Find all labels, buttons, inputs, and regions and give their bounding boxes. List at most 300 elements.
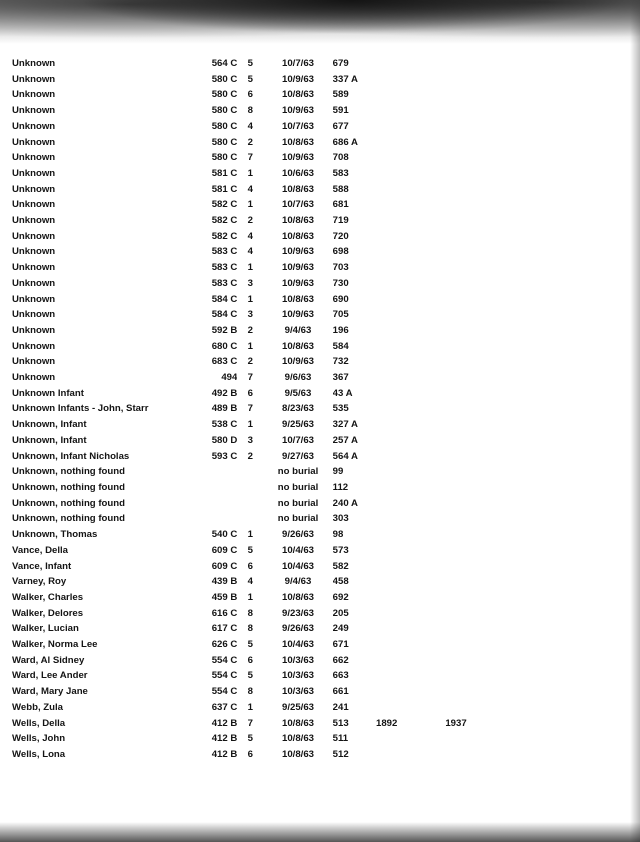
record-name: Unknown: [12, 230, 56, 242]
record-death-year: [445, 72, 532, 88]
table-row: [12, 292, 532, 308]
record-number: 240 A: [332, 497, 358, 509]
table-row: [12, 72, 532, 88]
record-number: 573: [332, 544, 349, 556]
record-date: 10/8/63: [281, 733, 314, 745]
record-section: 5: [247, 58, 253, 69]
record-name: Unknown Infants - John, Starr: [12, 403, 149, 415]
table-row: [12, 433, 532, 449]
record-death-year: [445, 56, 532, 72]
record-lot: 580 C: [211, 152, 238, 164]
record-section: 6: [247, 748, 253, 760]
record-death-year: [445, 182, 532, 198]
record-death-year: [445, 119, 532, 135]
table-row: [12, 260, 532, 276]
record-section: 7: [247, 152, 253, 164]
record-date: 10/4/63: [281, 639, 314, 651]
record-death-year: [445, 401, 532, 417]
table-row: [12, 559, 532, 575]
record-birth-year: [376, 276, 445, 292]
record-lot: 489 B: [211, 403, 238, 415]
record-section: 7: [247, 372, 253, 384]
record-birth-year: [376, 292, 445, 308]
table-row: [12, 637, 532, 653]
record-section: 8: [247, 623, 253, 635]
record-death-year: [445, 621, 532, 637]
scan-shadow-right: [630, 0, 640, 842]
record-section: 1: [247, 167, 253, 179]
record-death-year: [445, 606, 532, 622]
record-death-year: [445, 684, 532, 700]
record-number: 720: [332, 230, 349, 242]
record-date: no burial: [277, 497, 319, 509]
record-date: 10/9/63: [281, 356, 314, 368]
record-lot: 582 C: [211, 199, 238, 211]
table-row: [12, 496, 532, 512]
record-section: 1: [247, 340, 253, 352]
record-name: Unknown: [12, 246, 56, 258]
scan-shadow-top: [0, 0, 640, 44]
record-death-year: [445, 292, 532, 308]
record-lot: 554 C: [211, 670, 238, 682]
record-death-year: [445, 559, 532, 575]
table-row: [12, 543, 532, 559]
record-birth-year: [376, 621, 445, 637]
table-row: [12, 716, 532, 732]
record-date: 9/6/63: [284, 372, 312, 384]
record-birth-year: [376, 72, 445, 88]
record-number: 703: [332, 262, 349, 274]
record-death-year: [445, 244, 532, 260]
table-row: [12, 511, 532, 527]
record-date: 10/4/63: [281, 544, 314, 556]
table-row: [12, 621, 532, 637]
record-number: 257 A: [332, 434, 358, 446]
record-lot: 494: [221, 372, 238, 384]
record-death-year: [445, 590, 532, 606]
record-birth-year: [376, 229, 445, 245]
record-birth-year: [376, 527, 445, 543]
record-date: 10/8/63: [281, 136, 314, 148]
record-date: 8/23/63: [281, 403, 314, 415]
record-section: 3: [247, 434, 253, 446]
record-date: 10/8/63: [281, 293, 314, 305]
record-lot: 459 B: [211, 591, 238, 603]
record-lot: 584 C: [211, 309, 238, 321]
record-death-year: [445, 229, 532, 245]
record-number: 681: [332, 199, 349, 211]
record-number: 732: [332, 356, 349, 368]
record-date: 9/26/63: [281, 623, 314, 635]
table-row: [12, 339, 532, 355]
record-name: Unknown: [12, 105, 56, 117]
record-name: Vance, Della: [12, 544, 68, 556]
record-birth-year: [376, 386, 445, 402]
record-name: Webb, Zula: [12, 701, 63, 713]
record-lot: 617 C: [211, 623, 238, 635]
record-date: 10/8/63: [281, 230, 314, 242]
record-section: 1: [247, 419, 253, 431]
burial-records-table: [12, 56, 532, 763]
record-lot: 683 C: [211, 356, 238, 368]
record-name: Unknown: [12, 277, 56, 289]
table-row: [12, 480, 532, 496]
record-lot: 538 C: [211, 419, 238, 431]
record-date: 9/4/63: [284, 324, 312, 336]
record-death-year: 1937: [445, 717, 467, 729]
record-section: 5: [247, 670, 253, 682]
record-number: 662: [332, 654, 349, 666]
record-date: 10/9/63: [281, 73, 314, 85]
record-date: 9/5/63: [284, 387, 312, 399]
record-birth-year: [376, 433, 445, 449]
table-row: [12, 323, 532, 339]
record-birth-year: [376, 653, 445, 669]
record-lot: 412 B: [211, 717, 238, 729]
record-date: no burial: [277, 513, 319, 525]
record-name: Ward, Lee Ander: [12, 670, 88, 682]
record-number: 535: [332, 403, 349, 415]
record-number: 513: [332, 717, 349, 729]
record-name: Walker, Charles: [12, 591, 84, 603]
record-birth-year: 1892: [375, 717, 398, 729]
record-birth-year: [376, 213, 445, 229]
record-number: 458: [332, 576, 349, 588]
record-name: Unknown: [12, 152, 56, 164]
table-row: [12, 700, 532, 716]
record-death-year: [445, 197, 532, 213]
record-section: 2: [247, 215, 253, 227]
record-date: 9/23/63: [281, 607, 314, 619]
record-date: 10/3/63: [281, 686, 314, 698]
record-lot: 554 C: [211, 686, 238, 698]
record-lot: 439 B: [211, 576, 238, 588]
record-number: 591: [332, 105, 349, 117]
table-row: [12, 401, 532, 417]
record-death-year: [445, 370, 532, 386]
record-name: Ward, Mary Jane: [12, 686, 88, 698]
record-date: 10/8/63: [281, 748, 314, 760]
record-death-year: [445, 700, 532, 716]
record-date: 9/4/63: [284, 576, 312, 588]
record-name: Unknown: [12, 183, 56, 195]
record-name: Unknown: [12, 309, 56, 321]
record-lot: 412 B: [211, 733, 238, 745]
record-name: Walker, Lucian: [12, 623, 79, 635]
record-birth-year: [376, 166, 445, 182]
record-section: 6: [247, 560, 253, 572]
record-lot: 580 C: [211, 89, 238, 101]
record-number: 583: [332, 167, 349, 179]
record-lot: 616 C: [211, 607, 238, 619]
record-name: Unknown: [12, 215, 56, 227]
record-section: 3: [247, 277, 253, 289]
record-date: 9/25/63: [281, 701, 314, 713]
record-name: Unknown, nothing found: [12, 481, 125, 493]
table-row: [12, 449, 532, 465]
table-row: [12, 135, 532, 151]
record-number: 367: [332, 372, 349, 384]
record-section: 5: [247, 544, 253, 556]
record-death-year: [445, 87, 532, 103]
record-section: 5: [247, 73, 253, 85]
record-lot: 609 C: [211, 544, 238, 556]
record-name: Unknown: [12, 356, 56, 368]
record-lot: 580 D: [211, 434, 238, 446]
record-death-year: [445, 527, 532, 543]
record-lot: 680 C: [211, 340, 238, 352]
record-date: 10/3/63: [281, 654, 314, 666]
record-section: 2: [247, 450, 253, 462]
record-birth-year: [376, 370, 445, 386]
record-section: 8: [247, 607, 253, 619]
record-lot: 554 C: [211, 654, 238, 666]
record-lot: 581 C: [211, 167, 238, 179]
record-section: 1: [247, 701, 253, 713]
record-number: 708: [332, 152, 349, 164]
record-number: 241: [332, 701, 349, 713]
record-name: Unknown: [12, 293, 56, 305]
record-section: 6: [247, 387, 253, 399]
record-date: no burial: [277, 466, 319, 478]
record-section: 1: [247, 293, 253, 305]
record-name: Wells, Lona: [12, 748, 66, 760]
record-death-year: [445, 731, 532, 747]
record-death-year: [445, 449, 532, 465]
record-death-year: [445, 213, 532, 229]
scan-shadow-bottom: [0, 822, 640, 842]
record-name: Unknown, Infant: [12, 434, 87, 446]
record-number: 512: [332, 748, 349, 760]
record-date: 10/8/63: [281, 717, 314, 729]
record-birth-year: [376, 244, 445, 260]
record-name: Ward, Al Sidney: [12, 654, 85, 666]
record-section: 6: [247, 654, 253, 666]
record-number: 564 A: [332, 450, 358, 462]
record-section: [237, 480, 263, 496]
record-name: Unknown: [12, 136, 56, 148]
record-number: 584: [332, 340, 349, 352]
record-date: 10/9/63: [281, 152, 314, 164]
table-row: [12, 103, 532, 119]
record-name: Unknown, Thomas: [12, 529, 98, 541]
record-birth-year: [376, 354, 445, 370]
record-lot: 492 B: [211, 387, 238, 399]
record-birth-year: [376, 668, 445, 684]
record-date: 10/8/63: [281, 591, 314, 603]
record-birth-year: [376, 700, 445, 716]
record-section: 8: [247, 686, 253, 698]
record-name: Unknown: [12, 89, 56, 101]
record-death-year: [445, 354, 532, 370]
record-number: 589: [332, 89, 349, 101]
record-death-year: [445, 653, 532, 669]
record-number: 698: [332, 246, 349, 258]
record-number: 690: [332, 293, 349, 305]
table-row: [12, 87, 532, 103]
table-row: [12, 182, 532, 198]
table-row: [12, 370, 532, 386]
record-death-year: [445, 464, 532, 480]
record-number: 43 A: [332, 387, 353, 399]
table-row: [12, 747, 532, 763]
record-death-year: [445, 496, 532, 512]
record-date: 10/7/63: [281, 120, 314, 132]
record-birth-year: [376, 606, 445, 622]
record-birth-year: [376, 590, 445, 606]
record-birth-year: [376, 56, 445, 72]
record-name: Unknown, Infant: [12, 419, 87, 431]
record-death-year: [445, 480, 532, 496]
table-row: [12, 386, 532, 402]
record-birth-year: [376, 684, 445, 700]
record-number: 582: [332, 560, 349, 572]
record-birth-year: [376, 150, 445, 166]
record-section: [237, 511, 263, 527]
record-name: Varney, Roy: [12, 576, 67, 588]
record-birth-year: [376, 496, 445, 512]
record-birth-year: [376, 307, 445, 323]
record-birth-year: [376, 87, 445, 103]
record-date: 10/9/63: [281, 309, 314, 321]
record-death-year: [445, 386, 532, 402]
record-number: 337 A: [332, 73, 358, 85]
record-section: 5: [247, 639, 253, 651]
record-lot: 582 C: [211, 215, 238, 227]
record-lot: [192, 464, 238, 480]
record-death-year: [445, 511, 532, 527]
record-name: Wells, Della: [12, 717, 66, 729]
record-name: Unknown: [12, 372, 56, 384]
record-number: 112: [332, 481, 349, 493]
record-name: Unknown: [12, 120, 56, 132]
record-birth-year: [376, 449, 445, 465]
record-death-year: [445, 339, 532, 355]
record-lot: 580 C: [211, 105, 238, 117]
record-death-year: [445, 574, 532, 590]
record-birth-year: [376, 543, 445, 559]
record-section: 6: [247, 89, 253, 101]
record-name: Vance, Infant: [12, 560, 72, 572]
record-section: 3: [247, 309, 253, 321]
record-date: 10/8/63: [281, 215, 314, 227]
record-birth-year: [376, 103, 445, 119]
record-name: Unknown: [12, 58, 56, 69]
record-date: 9/27/63: [281, 450, 314, 462]
record-date: 10/3/63: [281, 670, 314, 682]
record-date: 10/7/63: [281, 58, 314, 69]
record-death-year: [445, 276, 532, 292]
table-row: [12, 590, 532, 606]
record-date: 10/9/63: [281, 246, 314, 258]
table-row: [12, 464, 532, 480]
record-lot: 583 C: [211, 262, 238, 274]
table-row: [12, 527, 532, 543]
record-section: [237, 464, 263, 480]
record-lot: [192, 496, 238, 512]
record-section: 2: [247, 324, 253, 336]
record-number: 661: [332, 686, 349, 698]
record-birth-year: [376, 574, 445, 590]
record-date: 10/7/63: [281, 434, 314, 446]
record-section: 8: [247, 105, 253, 117]
record-lot: 580 C: [211, 120, 238, 132]
record-number: 663: [332, 670, 349, 682]
table-row: [12, 166, 532, 182]
record-lot: 583 C: [211, 246, 238, 258]
record-number: 303: [332, 513, 349, 525]
record-lot: 626 C: [211, 639, 238, 651]
table-row: [12, 574, 532, 590]
record-birth-year: [376, 135, 445, 151]
table-row: [12, 276, 532, 292]
record-section: 4: [247, 576, 253, 588]
record-lot: 580 C: [211, 136, 238, 148]
record-name: Unknown, nothing found: [12, 513, 125, 525]
table-row: [12, 653, 532, 669]
record-birth-year: [376, 182, 445, 198]
record-birth-year: [376, 511, 445, 527]
table-row: [12, 354, 532, 370]
record-number: 205: [332, 607, 349, 619]
record-section: 4: [247, 183, 253, 195]
record-date: 10/8/63: [281, 183, 314, 195]
record-lot: 609 C: [211, 560, 238, 572]
record-birth-year: [376, 731, 445, 747]
record-birth-year: [376, 480, 445, 496]
record-section: [237, 496, 263, 512]
record-name: Wells, John: [12, 733, 66, 745]
record-date: 10/8/63: [281, 89, 314, 101]
record-date: 10/8/63: [281, 340, 314, 352]
record-death-year: [445, 260, 532, 276]
record-lot: 584 C: [211, 293, 238, 305]
record-section: 1: [247, 262, 253, 274]
record-lot: 580 C: [211, 73, 238, 85]
table-row: [12, 56, 532, 72]
record-section: 4: [247, 230, 253, 242]
table-row: [12, 731, 532, 747]
record-death-year: [445, 637, 532, 653]
record-death-year: [445, 135, 532, 151]
record-date: 10/9/63: [281, 277, 314, 289]
record-number: 511: [332, 733, 349, 745]
record-section: 7: [247, 403, 253, 415]
record-death-year: [445, 417, 532, 433]
record-lot: 593 C: [211, 450, 238, 462]
record-name: Unknown, Infant Nicholas: [12, 450, 130, 462]
record-death-year: [445, 543, 532, 559]
record-section: 1: [247, 529, 253, 541]
record-date: 10/4/63: [281, 560, 314, 572]
record-section: 4: [247, 246, 253, 258]
record-section: 1: [247, 199, 253, 211]
record-number: 705: [332, 309, 349, 321]
record-birth-year: [376, 747, 445, 763]
record-date: no burial: [277, 481, 319, 493]
record-number: 671: [332, 639, 349, 651]
record-name: Unknown: [12, 262, 56, 274]
record-number: 686 A: [332, 136, 358, 148]
record-death-year: [445, 668, 532, 684]
record-date: 9/25/63: [281, 419, 314, 431]
table-row: [12, 244, 532, 260]
record-date: 10/6/63: [281, 167, 314, 179]
record-section: 4: [247, 120, 253, 132]
record-birth-year: [376, 464, 445, 480]
record-lot: 412 B: [211, 748, 238, 760]
record-number: 719: [332, 215, 349, 227]
